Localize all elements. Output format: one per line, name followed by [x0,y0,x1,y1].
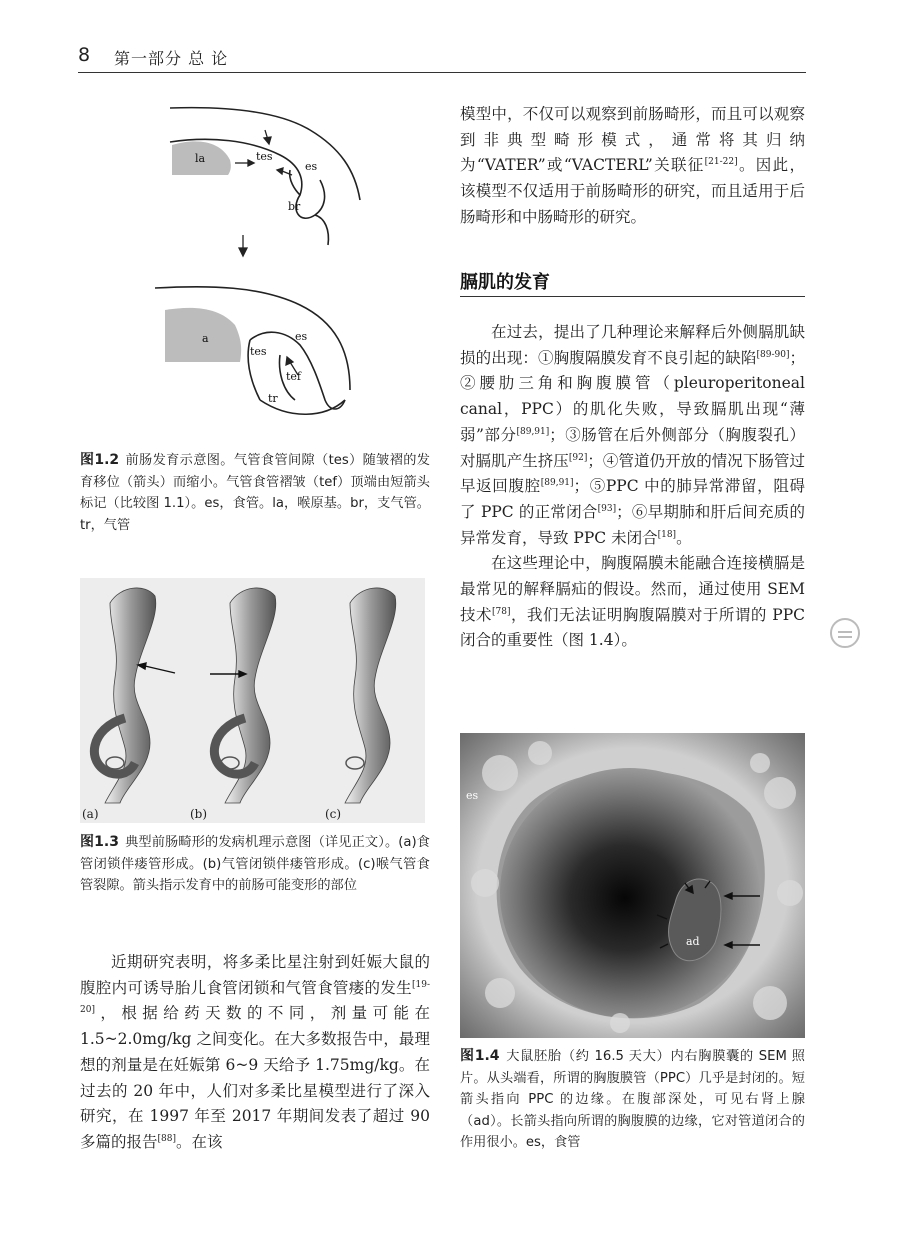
panel-label-c: (c) [325,807,342,821]
panel-label-b: (b) [190,807,208,821]
figure-1-4-number: 图1.4 [460,1048,500,1064]
figure-1-4 [460,733,805,1038]
figure-1-3-caption-text: 典型前肠畸形的发病机理示意图（详见正文）。(a)食管闭锁伴瘘管形成。(b)气管闭锁伴瘘管形成。(c)喉气管食管裂隙。箭头指示发育中的前肠可能变形的部位 [80,835,430,893]
figure-1-4-caption-text: 大鼠胚胎（约 16.5 天大）内右胸膜囊的 SEM 照片。从头端看，所谓的胸腹膜管（PPC）几乎是封闭的。短箭头指向 PPC 的边缘。在腹部深处，可见右肾上腺（ad）。长箭头指向所谓的胸腹膜的边缘，它对管道闭合的作用很小。es，食管 [460,1049,805,1150]
panel-label-a: (a) [82,807,99,821]
paragraph-theories: 在过去，提出了几种理论来解释后外侧膈肌缺损的出现：①胸腹隔膜发育不良引起的缺陷[89-90]；②腰肋三角和胸腹膜管（pleuroperitoneal canal，PPC）的肌化失败，导致膈肌出现“薄弱”部分[89,91]；③肠管在后外侧部分（胸腹裂孔）对膈肌产生挤压[92]；④管道仍开放的情况下肠管过早返回腹腔[89,91]；⑤PPC 中的肺异常滞留，阻碍了 PPC 的正常闭合[93]；⑥早期肺和肝后间充质的异常发育，导致 PPC 未闭合[18]。 [460,323,805,547]
figure-1-4-caption [460,1046,805,1154]
left-body-text [80,950,430,1156]
label-es-bottom: es [295,330,308,343]
figure-1-2-number: 图1.2 [80,452,120,468]
page-number: 8 [78,44,91,66]
label-tr: tr [268,392,278,405]
label-es-top: es [305,160,318,173]
section-heading-diaphragm: 膈肌的发育 [460,268,805,297]
label-la: la [195,152,206,165]
side-margin-icon [830,618,860,648]
paragraph-model-continuation: 模型中，不仅可以观察到前肠畸形，而且可以观察到非典型畸形模式，通常将其归纳为“VATER”或“VACTERL”关联征[21-22]。因此，该模型不仅适用于前肠畸形的研究，而且适用于后肠畸形和中肠畸形的研究。 [460,105,805,226]
figure-1-3-number: 图1.3 [80,834,119,850]
label-tes-top: tes [256,150,273,163]
part-title: 第一部分 总 论 [114,49,229,68]
label-ad: ad [686,935,700,948]
paragraph-doxorubicin: 近期研究表明，将多柔比星注射到妊娠大鼠的腹腔内可诱导胎儿食管闭锁和气管食管瘘的发生[19-20]，根据给药天数的不同，剂量可能在 1.5~2.0mg/kg 之间变化。在大多数报告中，最理想的剂量是在妊娠第 6~9 天给予 1.75mg/kg。在过去的 20 年中，人们对多柔比星模型进行了深入研究，在 1997 年至 2017 年期间发表了超过 90 多篇的报告[88]。在该 [80,953,430,1151]
right-body-text-bottom [460,320,805,654]
label-es-sem: es [466,789,479,802]
paragraph-sem: 在这些理论中，胸腹隔膜未能融合连接横膈是最常见的解释膈疝的假设。然而，通过使用 SEM 技术[78]，我们无法证明胸腹隔膜对于所谓的 PPC 闭合的重要性（图 1.4）。 [460,554,805,650]
label-br: br [288,200,301,213]
figure-1-2 [150,100,365,430]
figure-1-3 [80,578,425,823]
page-header [78,38,806,73]
figure-1-2-caption [80,450,430,536]
figure-1-3-caption [80,832,430,897]
label-tef: tef [286,370,302,383]
right-body-text-top [460,102,805,231]
figure-1-2-caption-text: 前肠发育示意图。气管食管间隙（tes）随皱褶的发育移位（箭头）而缩小。气管食管褶皱（tef）顶端由短箭头标记（比较图 1.1）。es，食管。la，喉原基。br，支气管。tr，气管 [80,453,430,533]
label-tes-bottom: tes [250,345,267,358]
label-a: a [202,332,209,345]
